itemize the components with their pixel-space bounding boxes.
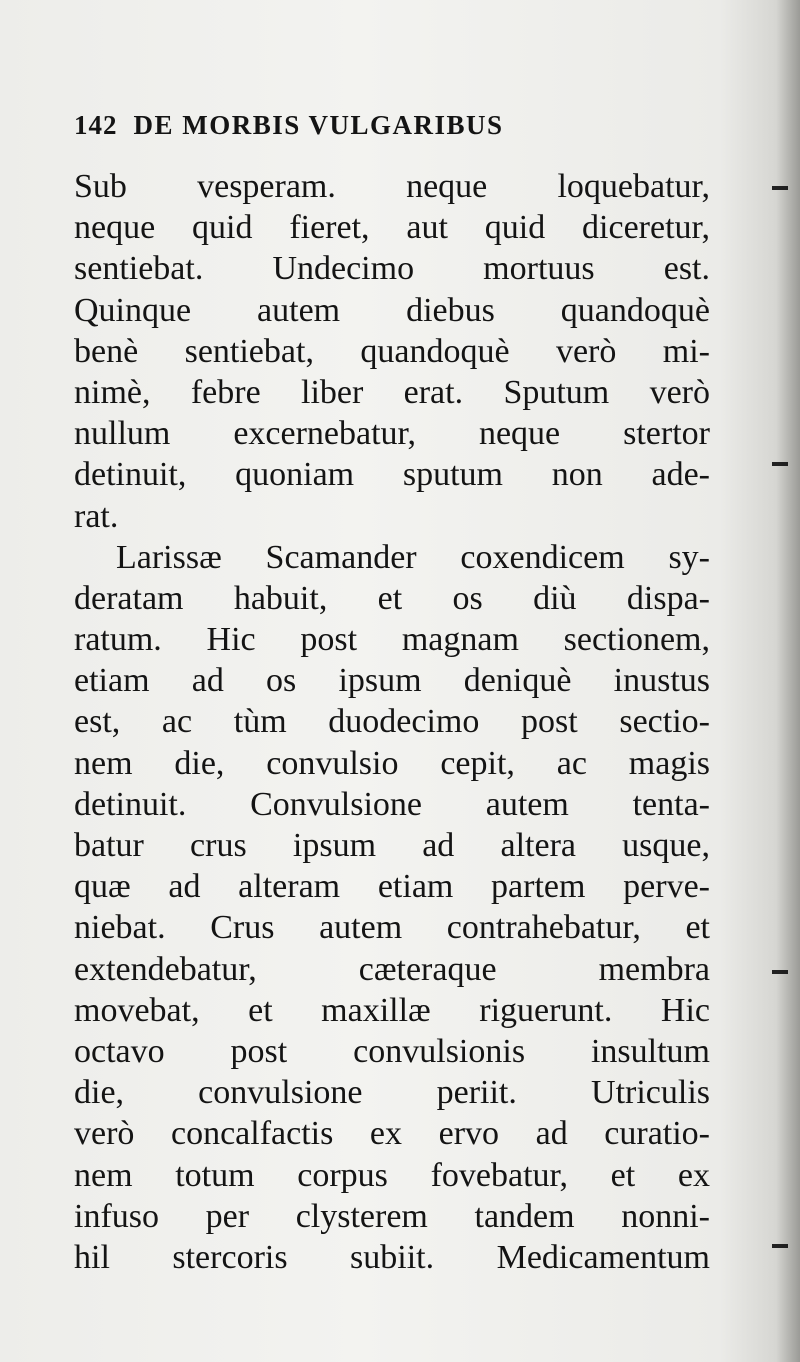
paragraph-start-line: Larissæ Scamander coxendicem sy- (116, 538, 710, 576)
text-line: verò concalfactis ex ervo ad curatio- (74, 1115, 710, 1153)
text-line: detinuit, quoniam sputum non ade- (74, 456, 710, 494)
text-line: quæ ad alteram etiam partem perve- (74, 868, 710, 906)
text-line: infuso per clysterem tandem nonni- (74, 1197, 710, 1235)
text-line: nullum excernebatur, neque stertor (74, 415, 710, 453)
text-line: etiam ad os ipsum deniquè inustus (74, 662, 710, 700)
page-edge-shadow (776, 0, 800, 1362)
text-line: batur crus ipsum ad altera usque, (74, 827, 710, 864)
text-line: detinuit. Convulsione autem tenta- (74, 785, 710, 823)
text-line: Quinque autem diebus quandoquè (74, 291, 710, 329)
page-number: 142 (74, 110, 118, 140)
running-head: DE MORBIS VULGARIBUS (133, 110, 504, 140)
text-line: benè sentiebat, quandoquè verò mi- (74, 332, 710, 370)
text-line: nem die, convulsio cepit, ac magis (74, 744, 710, 782)
text-line: est, ac tùm duodecimo post sectio- (74, 703, 710, 741)
text-line: neque quid fieret, aut quid diceretur, (74, 209, 710, 247)
text-line: ratum. Hic post magnam sectionem, (74, 621, 710, 659)
text-line: deratam habuit, et os diù dispa- (74, 579, 710, 617)
text-line: sentiebat. Undecimo mortuus est. (74, 250, 710, 288)
text-line: rat. (74, 497, 119, 535)
text-line: niebat. Crus autem contrahebatur, et (74, 909, 710, 947)
text-line: die, convulsione periit. Utriculis (74, 1074, 710, 1112)
text-line: nimè, febre liber erat. Sputum verò (74, 373, 710, 411)
body-text (74, 166, 710, 1278)
text-line: Sub vesperam. neque loquebatur, (74, 168, 710, 205)
page-header (74, 110, 714, 150)
text-line: hil stercoris subiit. Medicamentum (74, 1238, 710, 1276)
text-line: octavo post convulsionis insultum (74, 1032, 710, 1070)
text-line: extendebatur, cæteraque membra (74, 950, 710, 988)
text-line: nem totum corpus fovebatur, et ex (74, 1156, 710, 1194)
text-line: movebat, et maxillæ riguerunt. Hic (74, 991, 710, 1029)
